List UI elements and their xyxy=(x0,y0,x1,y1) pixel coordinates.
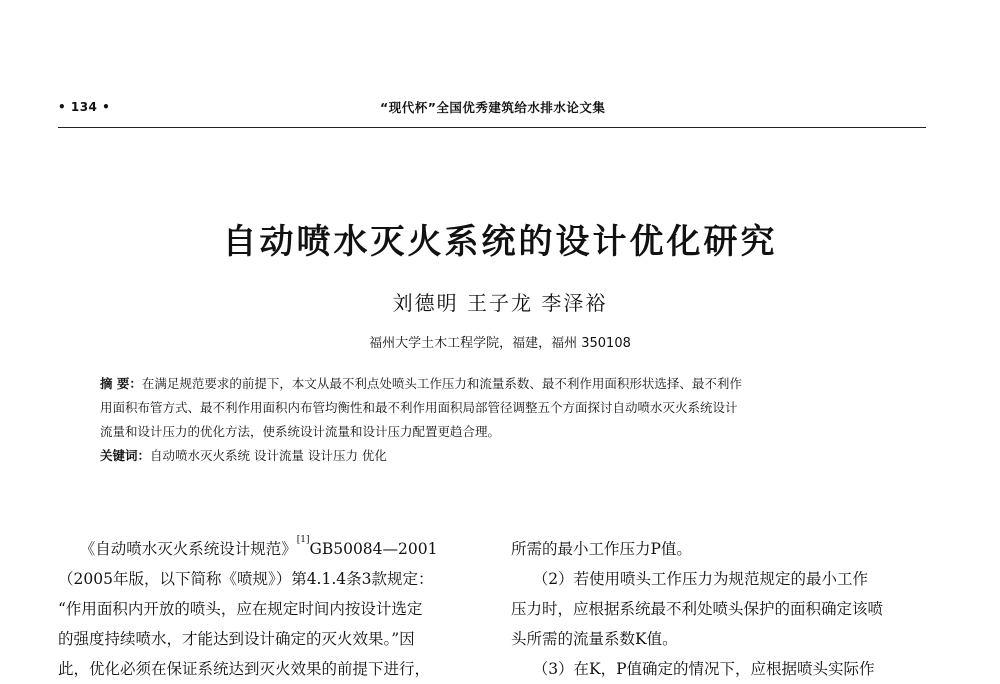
body-line: （2）若使用喷头工作压力为规范规定的最小工作 xyxy=(532,570,869,588)
body-line xyxy=(58,534,478,564)
body-line: 头所需的流量系数K值。 xyxy=(511,630,678,648)
body-text: GB50084—2001 xyxy=(309,540,438,558)
article-authors: 刘德明 王子龙 李泽裕 xyxy=(392,291,608,315)
body-line: 所需的最小工作压力P值。 xyxy=(511,540,692,558)
abstract-line xyxy=(100,372,900,396)
body-line: 的强度持续喷水，才能达到设计确定的灭火效果。”因 xyxy=(58,630,415,648)
running-header-journal: “现代杯”全国优秀建筑给水排水论文集 xyxy=(380,100,606,115)
article-title: 自动喷水灭火系统的设计优化研究 xyxy=(222,222,778,262)
header-rule xyxy=(58,127,926,128)
abstract-label: 摘 要： xyxy=(100,376,142,391)
abstract-text: 在满足规范要求的前提下，本文从最不利点处喷头工作压力和流量系数、最不利作用面积形状选择、最不利作 xyxy=(141,376,742,391)
author-affiliation: 福州大学土木工程学院，福建，福州 350108 xyxy=(369,336,631,351)
keywords-text: 自动喷水灭火系统 设计流量 设计压力 优化 xyxy=(150,448,387,463)
body-text: 《自动喷水灭火系统设计规范》 xyxy=(79,540,297,558)
body-line: 此，优化必须在保证系统达到灭火效果的前提下进行， xyxy=(58,660,431,678)
body-line: “作用面积内开放的喷头，应在规定时间内按设计选定 xyxy=(58,600,423,618)
body-line: 压力时，应根据系统最不利处喷头保护的面积确定该喷 xyxy=(511,600,884,618)
abstract-block xyxy=(100,372,900,468)
body-line: （2005年版，以下简称《喷规》）第4.1.4条3款规定： xyxy=(58,570,434,588)
body-column-right xyxy=(511,534,931,684)
body-line: （3）在K，P值确定的情况下，应根据喷头实际作 xyxy=(532,660,875,678)
keywords-line xyxy=(100,444,900,468)
abstract-line: 用面积布管方式、最不利作用面积内布管均衡性和最不利作用面积局部管径调整五个方面探讨自动喷水灭火系统设计 xyxy=(100,400,738,415)
keywords-label: 关键词： xyxy=(100,448,151,463)
page-number: • 134 • xyxy=(58,100,111,114)
body-column-left xyxy=(58,534,478,684)
citation-marker: [1] xyxy=(296,535,310,545)
abstract-line: 流量和设计压力的优化方法，使系统设计流量和设计压力配置更趋合理。 xyxy=(100,424,501,439)
